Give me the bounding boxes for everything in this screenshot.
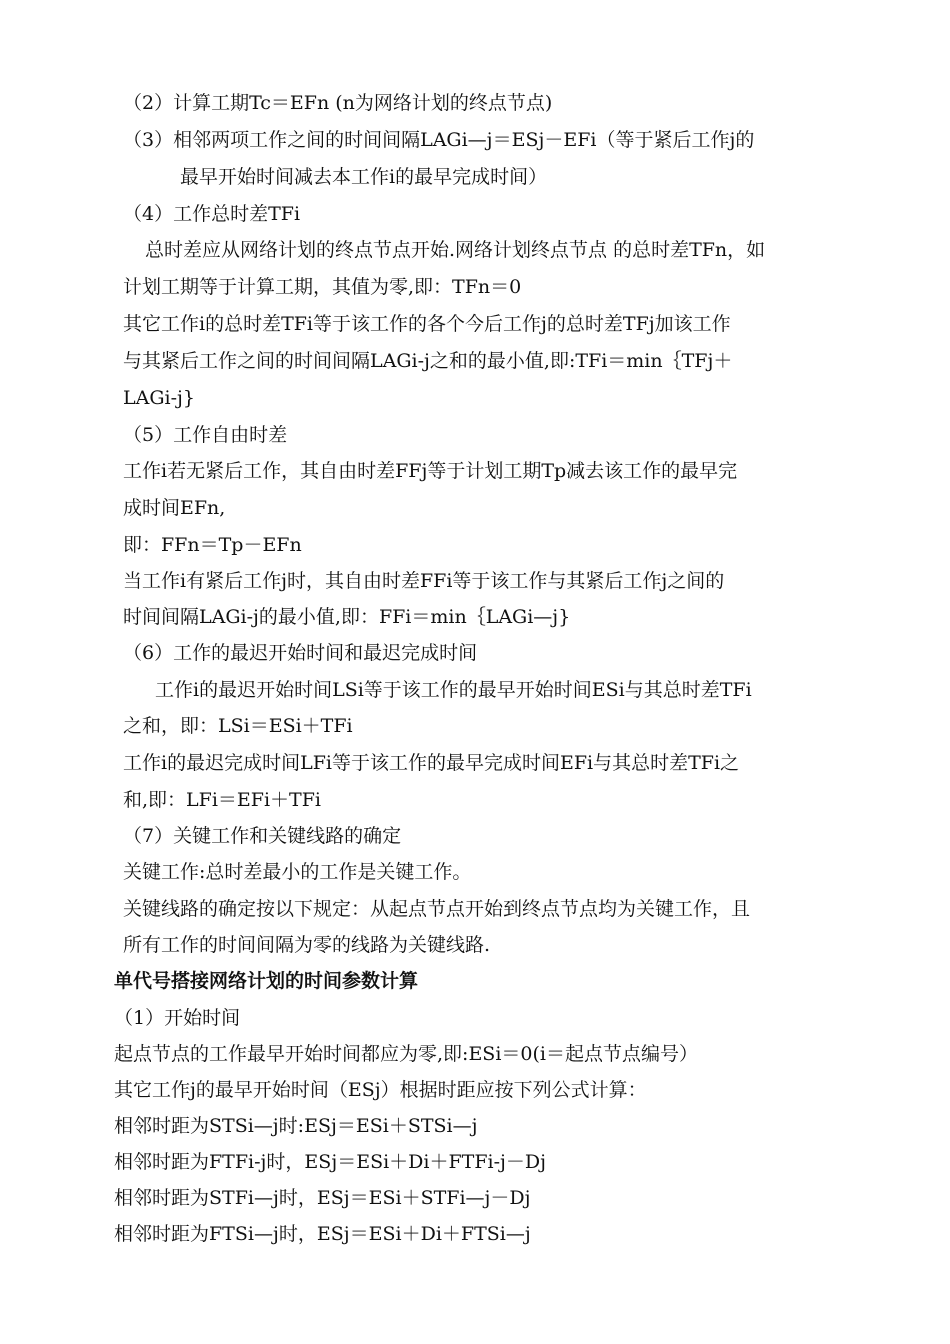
formula-line: 相邻时距为FTFi-j时，ESj＝ESi＋Di＋FTFi-j－Dj xyxy=(114,1151,547,1173)
text-line: 成时间EFn, xyxy=(123,497,226,519)
text-line: 工作i的最迟完成时间LFi等于该工作的最早完成时间EFi与其总时差TFi之 xyxy=(123,752,740,774)
text-line: （4）工作总时差TFi xyxy=(123,203,301,225)
text-line: 工作i的最迟开始时间LSi等于该工作的最早开始时间ESi与其总时差TFi xyxy=(155,679,752,701)
formula-line: 相邻时距为STFi—j时，ESj＝ESi＋STFi—j－Dj xyxy=(114,1187,531,1209)
text-line: 关键线路的确定按以下规定：从起点节点开始到终点节点均为关键工作，且 xyxy=(123,898,751,920)
text-line: 与其紧后工作之间的时间间隔LAGi-j之和的最小值,即:TFi＝min｛TFj＋ xyxy=(123,350,733,372)
text-line: 其它工作i的总时差TFi等于该工作的各个今后工作j的总时差TFj加该工作 xyxy=(123,313,731,335)
text-line: 起点节点的工作最早开始时间都应为零,即:ESi＝0(i＝起点节点编号） xyxy=(114,1043,698,1065)
text-line: 其它工作j的最早开始时间（ESj）根据时距应按下列公式计算： xyxy=(114,1079,647,1101)
text-line: 和,即：LFi＝EFi＋TFi xyxy=(123,789,321,811)
section-heading: （1）开始时间 xyxy=(114,1007,241,1029)
text-line: 最早开始时间减去本工作i的最早完成时间） xyxy=(180,166,548,188)
text-line: LAGi-j} xyxy=(123,387,195,409)
text-line: 所有工作的时间间隔为零的线路为关键线路. xyxy=(123,934,491,956)
text-line: 工作i若无紧后工作，其自由时差FFj等于计划工期Tp减去该工作的最早完 xyxy=(123,460,738,482)
text-line: 时间间隔LAGi-j的最小值,即：FFi＝min｛LAGi—j} xyxy=(123,606,571,628)
text-line: （3）相邻两项工作之间的时间间隔LAGi—j＝ESj－EFi（等于紧后工作j的 xyxy=(123,129,755,151)
section-heading: （5）工作自由时差 xyxy=(123,424,288,446)
main-heading: 单代号搭接网络计划的时间参数计算 xyxy=(114,970,419,992)
formula-line: 相邻时距为STSi—j时:ESj＝ESi＋STSi—j xyxy=(114,1115,478,1137)
text-line: 之和，即：LSi＝ESi＋TFi xyxy=(123,715,353,737)
section-heading: （7）关键工作和关键线路的确定 xyxy=(123,825,402,847)
section-heading: （6）工作的最迟开始时间和最迟完成时间 xyxy=(123,642,478,664)
text-line: 即：FFn＝Tp－EFn xyxy=(123,534,302,556)
formula-line: 相邻时距为FTSi—j时，ESj＝ESi＋Di＋FTSi—j xyxy=(114,1223,531,1245)
text-line: 总时差应从网络计划的终点节点开始.网络计划终点节点 的总时差TFn，如 xyxy=(145,239,766,261)
text-line: （2）计算工期Tc＝EFn (n为网络计划的终点节点) xyxy=(123,92,553,114)
text-line: 计划工期等于计算工期，其值为零,即：TFn＝0 xyxy=(123,276,522,298)
text-line: 关键工作:总时差最小的工作是关键工作。 xyxy=(123,861,472,883)
text-line: 当工作i有紧后工作j时，其自由时差FFi等于该工作与其紧后工作j之间的 xyxy=(123,570,725,592)
